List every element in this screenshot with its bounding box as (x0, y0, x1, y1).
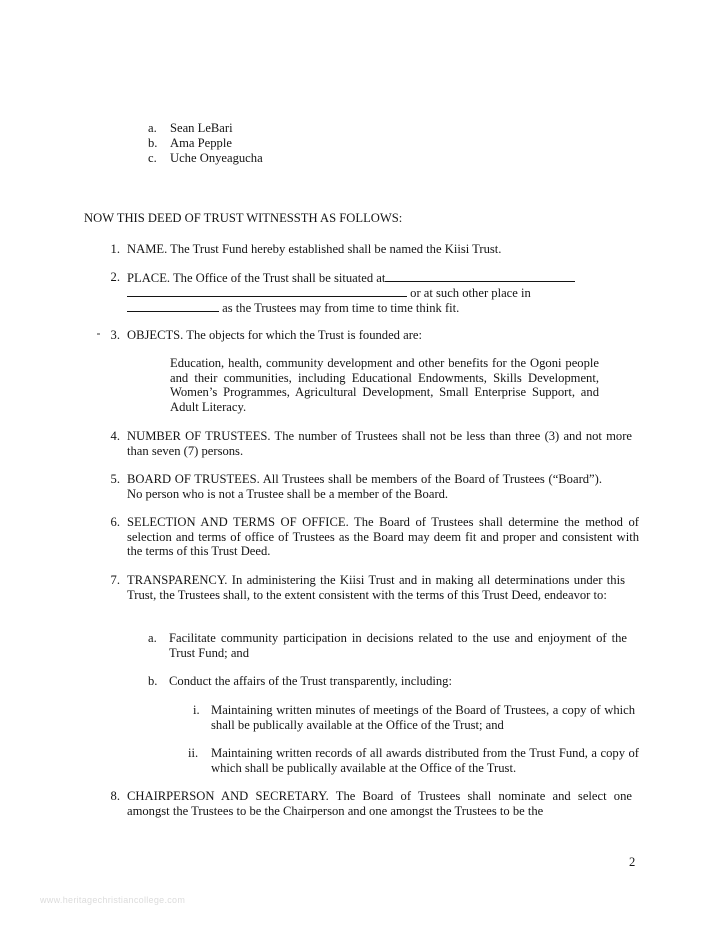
place-blank-line-1 (385, 270, 575, 282)
section-number: 1. (110, 242, 120, 256)
section-board-text: BOARD OF TRUSTEES. All Trustees shall be members of the Board of Trustees (“Board”). No person who is not a Trustee shall be a member of the Board. (127, 472, 602, 501)
subitem-b-text: Conduct the affairs of the Trust transparently, including: (169, 674, 452, 688)
section-number: 3. (110, 328, 120, 342)
section-number: 6. (110, 515, 120, 529)
list-letter: b. (148, 136, 158, 150)
section-place-line-3 (127, 300, 459, 316)
section-name-text: NAME. The Trust Fund hereby established shall be named the Kiisi Trust. (127, 242, 502, 256)
section-number: 4. (110, 429, 120, 443)
section-chairperson-text: CHAIRPERSON AND SECRETARY. The Board of Trustees shall nominate and select one amongst the Trustees to be the Chairperson and one amongst the Trustees to be the (127, 789, 632, 818)
objects-description: Education, health, community development and other benefits for the Ogoni people and their communities, including Educational Endowments, Skills Development, Women’s Programmes, Agricultural Development, Small Enterprise Support, and Adult Literacy. (170, 356, 599, 414)
section-place-line-2 (127, 285, 531, 301)
section-selection-text: SELECTION AND TERMS OF OFFICE. The Board of Trustees shall determine the method of selection and terms of office of Trustees as the Board may deem fit and proper and consistent with the terms of this Trust Deed. (127, 515, 639, 559)
section-number: 5. (110, 472, 120, 486)
list-letter: a. (148, 121, 157, 135)
section-transparency-text: TRANSPARENCY. In administering the Kiisi Trust and in making all determinations under this Trust, the Trustees shall, to the extent consistent with the terms of this Trust Deed, endeavor to: (127, 573, 625, 602)
section-number: 8. (110, 789, 120, 803)
watermark-text: www.heritagechristiancollege.com (40, 895, 186, 905)
place-blank-line-3 (127, 300, 219, 312)
section-place-line-1 (127, 270, 575, 286)
place-text-2: or at such other place in (407, 286, 531, 300)
place-text-1: PLACE. The Office of the Trust shall be situated at (127, 271, 386, 285)
list-letter: c. (148, 151, 157, 165)
list-item-name: Sean LeBari (170, 121, 233, 135)
page-number: 2 (629, 855, 636, 869)
list-item-name: Uche Onyeagucha (170, 151, 263, 165)
section-number: 7. (110, 573, 120, 587)
section-objects-text: OBJECTS. The objects for which the Trust is founded are: (127, 328, 422, 342)
list-item-name: Ama Pepple (170, 136, 232, 150)
subitem-letter: a. (148, 631, 157, 645)
subitem-i-text: Maintaining written minutes of meetings of the Board of Trustees, a copy of which shall be publically available at the Office of the Trust; and (211, 703, 635, 732)
place-blank-line-2 (127, 285, 407, 297)
section-number: 2. (110, 270, 120, 284)
place-text-3: as the Trustees may from time to time think fit. (219, 301, 460, 315)
subitem-roman: i. (193, 703, 200, 717)
subitem-letter: b. (148, 674, 158, 688)
section-number-of-trustees-text: NUMBER OF TRUSTEES. The number of Trustees shall not be less than three (3) and not more than seven (7) persons. (127, 429, 632, 458)
witness-heading: NOW THIS DEED OF TRUST WITNESSTH AS FOLLOWS: (84, 211, 403, 225)
subitem-ii-text: Maintaining written records of all awards distributed from the Trust Fund, a copy of which shall be publically available at the Office of the Trust. (211, 746, 639, 775)
subitem-roman: ii. (188, 746, 199, 760)
subitem-a-text: Facilitate community participation in decisions related to the use and enjoyment of the Trust Fund; and (169, 631, 627, 660)
